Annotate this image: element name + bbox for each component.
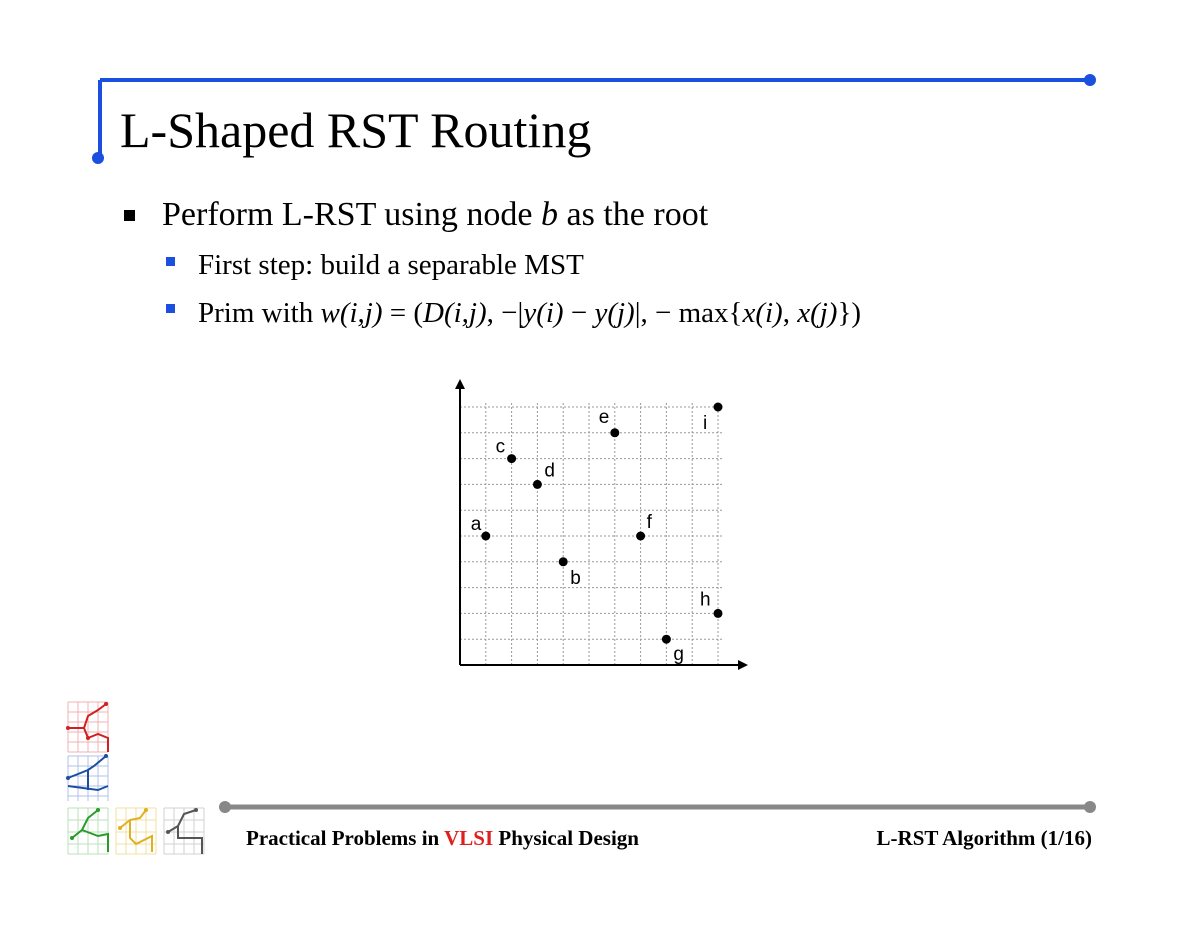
logo-icon (62, 696, 212, 861)
bullet-node: b (541, 196, 559, 233)
f-mid2: |, − max{ (634, 297, 743, 329)
footer-rule (0, 795, 1200, 815)
grid-plot (440, 375, 760, 675)
f-i1: (i) (536, 297, 564, 329)
point-c (507, 454, 516, 463)
point-label-e: e (598, 406, 610, 428)
point-g (662, 635, 671, 644)
f-j2: (j) (810, 297, 838, 329)
point-label-f: f (646, 512, 652, 533)
footer-dot-left (219, 801, 231, 813)
point-a (481, 532, 490, 541)
point-f (636, 532, 645, 541)
f-pre: Prim with (198, 297, 321, 329)
footer-dot-right (1084, 801, 1096, 813)
bullet-text-post: as the root (558, 196, 709, 233)
f-w: w (320, 297, 340, 329)
f-ij2: (i,j) (443, 297, 487, 329)
f-x2: x (797, 297, 811, 329)
point-d (533, 480, 542, 489)
sub-bullet-square-2 (166, 304, 175, 313)
f-ij1: (i,j) (339, 297, 383, 329)
logo-red-grid-icon (66, 702, 108, 752)
footer-slide-label: L-RST Algorithm (1/16) (876, 826, 1092, 850)
points-layer (471, 403, 723, 666)
f-x1: x (742, 297, 756, 329)
f-eq: = ( (382, 297, 424, 329)
logo-blue-grid-icon (66, 754, 108, 801)
sub-bullet-2 (198, 296, 861, 330)
point-e (610, 428, 619, 437)
bullet-text-pre: Perform L-RST using node (162, 196, 542, 233)
f-minus: − (563, 297, 595, 329)
f-i2: (i) (755, 297, 783, 329)
f-comma: , (782, 297, 798, 329)
point-label-c: c (495, 436, 506, 458)
sub-bullet-square-1 (166, 257, 175, 266)
point-label-h: h (700, 589, 711, 611)
f-j1: (j) (607, 297, 635, 329)
sub-bullet-1: First step: build a separable MST (198, 249, 584, 281)
main-bullet (162, 195, 708, 235)
footer-vlsi: VLSI (444, 826, 494, 850)
f-y1: y (523, 297, 537, 329)
rule-end-dot (1084, 74, 1096, 86)
point-label-i: i (703, 413, 708, 434)
bullet-square (124, 210, 135, 221)
point-h (714, 609, 723, 618)
f-y2: y (594, 297, 608, 329)
slide-title: L-Shaped RST Routing (120, 102, 592, 158)
footer-course-title (246, 826, 639, 851)
point-label-g: g (673, 644, 684, 666)
point-i (714, 403, 723, 412)
rule-corner-dot (92, 152, 104, 164)
x-axis-arrow-icon (738, 660, 748, 670)
f-end: }) (837, 297, 862, 329)
point-b (559, 557, 568, 566)
f-D: D (423, 297, 444, 329)
f-mid1: , −| (486, 297, 524, 329)
point-label-b: b (570, 567, 581, 589)
y-axis-arrow-icon (455, 379, 465, 389)
footer-left-pre: Practical Problems in (246, 826, 445, 850)
point-label-d: d (544, 460, 555, 482)
point-label-a: a (470, 514, 482, 535)
footer-left-post: Physical Design (493, 826, 639, 850)
